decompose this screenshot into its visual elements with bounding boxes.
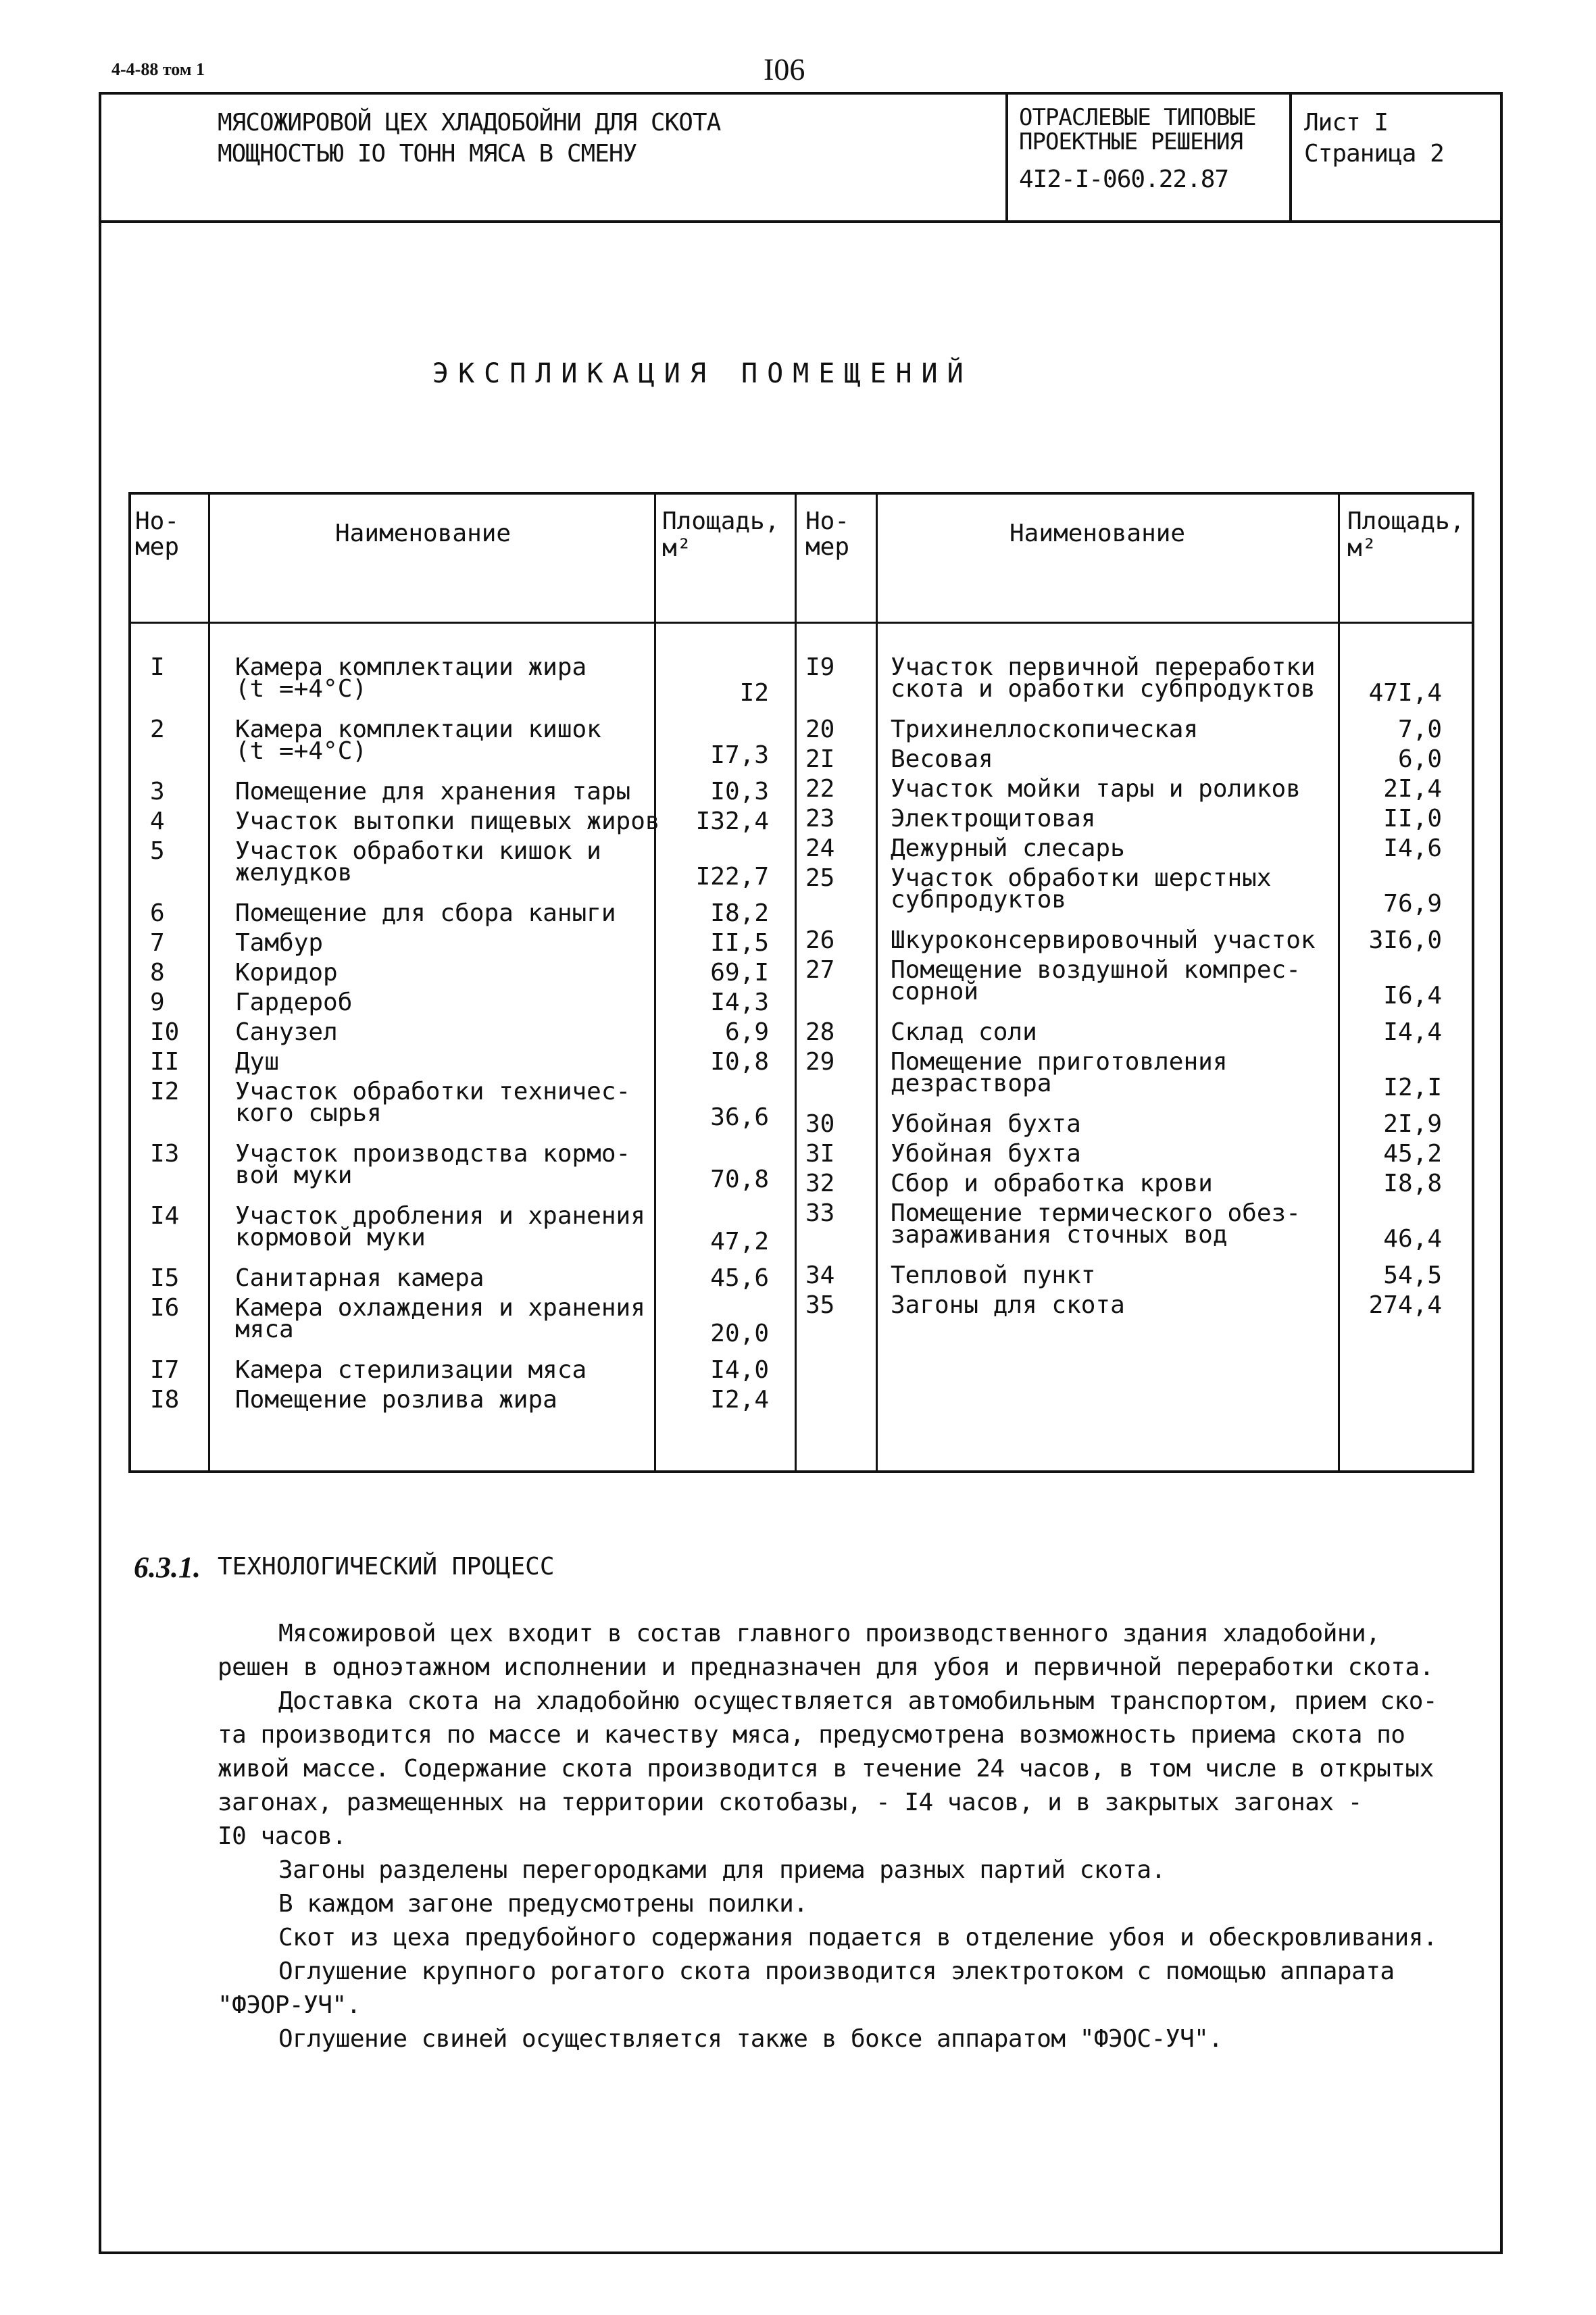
sheet-number: Лист I <box>1304 109 1389 136</box>
table-column-divider <box>795 492 797 1473</box>
room-number: I0 <box>150 1018 180 1046</box>
room-area: 2I,4 <box>1383 775 1442 803</box>
room-area: 2I,9 <box>1383 1110 1442 1138</box>
room-name: Электрощитовая <box>891 805 1096 832</box>
room-area: 47,2 <box>710 1228 769 1255</box>
table-column-divider <box>876 492 878 1473</box>
room-name: Помещение воздушной компрес- <box>891 956 1301 984</box>
header-area-line2: м² <box>1347 534 1377 562</box>
room-name: Трихинеллоскопическая <box>891 716 1199 743</box>
header-name: Наименование <box>335 520 512 547</box>
room-name: Участок обработки шерстных <box>891 864 1272 892</box>
room-area: 6,0 <box>1397 745 1442 773</box>
table-header-divider <box>128 622 1474 624</box>
room-name: мяса <box>235 1316 294 1343</box>
room-name: Камера охлаждения и хранения <box>235 1294 645 1322</box>
room-number: 22 <box>805 775 835 803</box>
table-column-divider <box>654 492 656 1473</box>
header-number-line2: мер <box>135 533 180 561</box>
room-name: Участок первичной переработки <box>891 653 1316 681</box>
section-title: ТЕХНОЛОГИЧЕСКИЙ ПРОЦЕСС <box>218 1553 555 1580</box>
room-name: Участок мойки тары и роликов <box>891 775 1301 803</box>
document-title-line1: МЯСОЖИРОВОЙ ЦЕХ ХЛАДОБОЙНИ ДЛЯ СКОТА <box>218 109 721 136</box>
room-name: Участок обработки техничес- <box>235 1078 631 1105</box>
room-number: 8 <box>150 959 165 987</box>
room-name: Убойная бухта <box>891 1140 1081 1168</box>
room-name: вой муки <box>235 1162 353 1189</box>
room-number: 29 <box>805 1048 835 1076</box>
process-text-line: живой массе. Содержание скота производится в течение 24 часов, в том числе в открытых <box>218 1755 1434 1783</box>
room-name: Помещение термического обез- <box>891 1199 1301 1227</box>
room-number: 25 <box>805 864 835 892</box>
room-area: 47I,4 <box>1368 679 1442 707</box>
process-text-line: решен в одноэтажном исполнении и предназначен для убоя и первичной переработки скота. <box>218 1653 1434 1681</box>
room-name: Санузел <box>235 1018 338 1046</box>
room-name: Участок дробления и хранения <box>235 1202 645 1230</box>
document-code: 4I2-I-060.22.87 <box>1019 166 1229 193</box>
room-number: 7 <box>150 929 165 957</box>
room-name: Помещение приготовления <box>891 1048 1228 1076</box>
room-name: Камера комплектации жира <box>235 653 587 681</box>
room-area: I6,4 <box>1383 982 1442 1010</box>
room-area: I0,3 <box>710 778 769 805</box>
room-area: 76,9 <box>1383 890 1442 918</box>
room-number: 20 <box>805 716 835 743</box>
room-number: 6 <box>150 899 165 927</box>
room-name: (t =+4°C) <box>235 737 368 765</box>
room-name: Гардероб <box>235 989 353 1016</box>
room-name: кого сырья <box>235 1099 382 1127</box>
room-area: 54,5 <box>1383 1262 1442 1289</box>
room-area: 36,6 <box>710 1103 769 1131</box>
room-area: II,0 <box>1383 805 1442 832</box>
room-number: 5 <box>150 837 165 865</box>
header-number-line2: мер <box>805 533 850 561</box>
room-name: Помещение для сбора каныги <box>235 899 616 927</box>
room-name: Дежурный слесарь <box>891 835 1125 862</box>
room-number: 3I <box>805 1140 835 1168</box>
process-text-line: загонах, размещенных на территории скотобазы, - I4 часов, и в закрытых загонах - <box>218 1789 1362 1816</box>
room-name: субпродуктов <box>891 886 1067 914</box>
room-name: Весовая <box>891 745 993 773</box>
room-area: 20,0 <box>710 1320 769 1347</box>
header-area-line2: м² <box>662 534 692 562</box>
room-area: I4,0 <box>710 1356 769 1384</box>
room-name: скота и оработки субпродуктов <box>891 675 1316 703</box>
room-number: 35 <box>805 1291 835 1319</box>
room-number: I2 <box>150 1078 180 1105</box>
document-title-line2: МОЩНОСТЬЮ IO ТОНН МЯСА В СМЕНУ <box>218 140 637 168</box>
room-name: Коридор <box>235 959 338 987</box>
room-number: 23 <box>805 805 835 832</box>
room-area: 69,I <box>710 959 769 987</box>
room-name: Участок обработки кишок и <box>235 837 601 865</box>
process-text-line: Оглушение свиней осуществляется также в боксе аппаратом "ФЭОС-УЧ". <box>278 2025 1223 2053</box>
room-area: I2,4 <box>710 1386 769 1414</box>
room-area: I2,I <box>1383 1074 1442 1101</box>
room-area: I0,8 <box>710 1048 769 1076</box>
process-text-line: Загоны разделены перегородками для приема разных партий скота. <box>278 1856 1166 1884</box>
room-number: I <box>150 653 165 681</box>
room-name: Тепловой пункт <box>891 1262 1096 1289</box>
room-number: 2I <box>805 745 835 773</box>
room-number: I8 <box>150 1386 180 1414</box>
process-text-line: Скот из цеха предубойного содержания подается в отделение убоя и обескровливания. <box>278 1924 1438 1951</box>
header-name: Наименование <box>1009 520 1186 547</box>
room-number: 27 <box>805 956 835 984</box>
process-text-line: Доставка скота на хладобойню осуществляется автомобильным транспортом, прием ско- <box>278 1687 1438 1715</box>
room-number: I3 <box>150 1140 180 1168</box>
room-area: 46,4 <box>1383 1225 1442 1253</box>
explication-title: ЭКСПЛИКАЦИЯ ПОМЕЩЕНИЙ <box>432 358 973 389</box>
room-name: Участок производства кормо- <box>235 1140 631 1168</box>
room-name: (t =+4°C) <box>235 675 368 703</box>
room-name: сорной <box>891 978 979 1005</box>
room-name: Склад соли <box>891 1018 1037 1046</box>
room-area: 3I6,0 <box>1368 926 1442 954</box>
room-number: I5 <box>150 1264 180 1292</box>
room-number: 30 <box>805 1110 835 1138</box>
header-number-line1: Но- <box>135 507 180 535</box>
page-number: I06 <box>764 52 805 86</box>
room-number: 3 <box>150 778 165 805</box>
room-name: Камера комплектации кишок <box>235 716 601 743</box>
room-number: 28 <box>805 1018 835 1046</box>
room-area: I4,3 <box>710 989 769 1016</box>
room-number: 4 <box>150 807 165 835</box>
room-area: II,5 <box>710 929 769 957</box>
room-area: I7,3 <box>710 741 769 769</box>
table-column-divider <box>208 492 210 1473</box>
room-name: Санитарная камера <box>235 1264 484 1292</box>
room-name: Тамбур <box>235 929 324 957</box>
page-label: Страница 2 <box>1304 140 1444 168</box>
room-name: Убойная бухта <box>891 1110 1081 1138</box>
header-area-line1: Площадь, <box>1347 507 1465 535</box>
room-name: Помещение розлива жира <box>235 1386 557 1414</box>
room-area: 7,0 <box>1397 716 1442 743</box>
room-number: 34 <box>805 1262 835 1289</box>
room-area: I4,6 <box>1383 835 1442 862</box>
table-column-divider <box>1338 492 1340 1473</box>
room-area: 45,6 <box>710 1264 769 1292</box>
room-area: 45,2 <box>1383 1140 1442 1168</box>
document-volume-mark: 4-4-88 том 1 <box>111 59 205 79</box>
process-text-line: Оглушение крупного рогатого скота производится электротоком с помощью аппарата <box>278 1958 1395 1985</box>
process-text-line: Мясожировой цех входит в состав главного производственного здания хладобойни, <box>278 1620 1380 1647</box>
room-name: Загоны для скота <box>891 1291 1125 1319</box>
room-area: I32,4 <box>695 807 769 835</box>
room-area: I2 <box>739 679 769 707</box>
room-number: I9 <box>805 653 835 681</box>
room-name: Душ <box>235 1048 280 1076</box>
header-number-line1: Но- <box>805 507 850 535</box>
room-name: Помещение для хранения тары <box>235 778 631 805</box>
room-number: 32 <box>805 1170 835 1197</box>
room-number: 2 <box>150 716 165 743</box>
standard-org-line1: ОТРАСЛЕВЫЕ ТИПОВЫЕ <box>1019 104 1256 131</box>
process-text-line: та производится по массе и качеству мяса, предусмотрена возможность приема скота по <box>218 1721 1405 1749</box>
room-name: желудков <box>235 859 353 887</box>
room-name: зараживания сточных вод <box>891 1221 1228 1249</box>
room-number: I6 <box>150 1294 180 1322</box>
process-text-line: "ФЭОР-УЧ". <box>218 1991 361 2019</box>
title-block-divider <box>1005 95 1008 223</box>
room-name: Шкуроконсервировочный участок <box>891 926 1316 954</box>
room-number: I7 <box>150 1356 180 1384</box>
room-number: 9 <box>150 989 165 1016</box>
section-number: 6.3.1. <box>134 1551 201 1584</box>
room-area: I8,2 <box>710 899 769 927</box>
room-number: II <box>150 1048 180 1076</box>
room-name: кормовой муки <box>235 1224 426 1251</box>
room-area: I4,4 <box>1383 1018 1442 1046</box>
process-text-line: В каждом загоне предусмотрены поилки. <box>278 1890 808 1918</box>
room-name: Камера стерилизации мяса <box>235 1356 587 1384</box>
room-name: дезраствора <box>891 1070 1052 1097</box>
room-area: 274,4 <box>1368 1291 1442 1319</box>
room-area: 6,9 <box>724 1018 769 1046</box>
room-number: 24 <box>805 835 835 862</box>
room-number: 26 <box>805 926 835 954</box>
room-area: I22,7 <box>695 863 769 891</box>
header-area-line1: Площадь, <box>662 507 780 535</box>
room-number: I4 <box>150 1202 180 1230</box>
standard-org-line2: ПРОЕКТНЫЕ РЕШЕНИЯ <box>1019 128 1243 155</box>
room-area: 70,8 <box>710 1166 769 1193</box>
room-name: Сбор и обработка крови <box>891 1170 1213 1197</box>
title-block-divider <box>1289 95 1292 223</box>
room-number: 33 <box>805 1199 835 1227</box>
room-name: Участок вытопки пищевых жиров <box>235 807 660 835</box>
room-area: I8,8 <box>1383 1170 1442 1197</box>
process-text-line: I0 часов. <box>218 1822 347 1850</box>
